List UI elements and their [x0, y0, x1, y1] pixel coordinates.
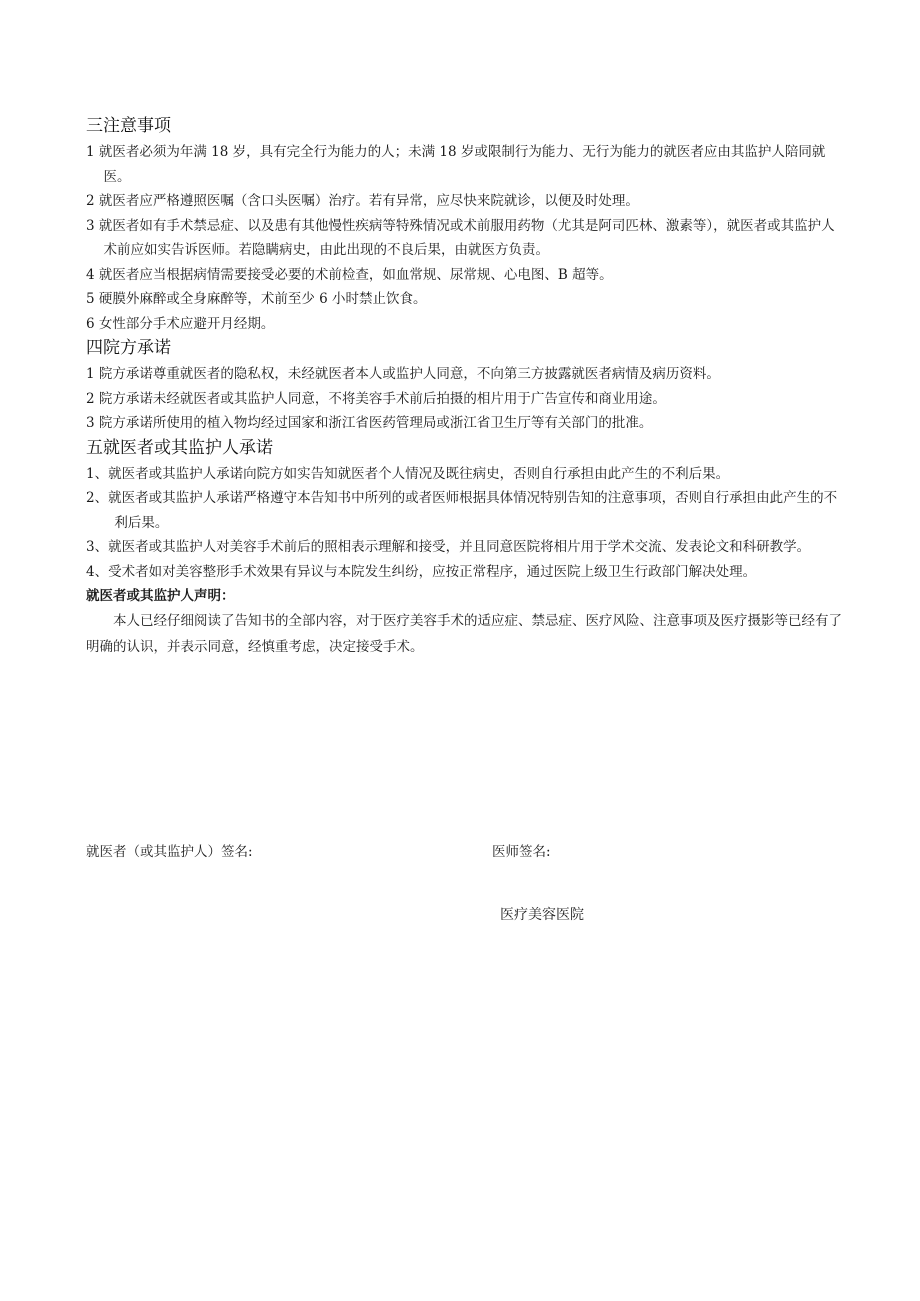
patient-promise-item-1: 1、就医者或其监护人承诺向院方如实告知就医者个人情况及既往病史，否则自行承担由此产生的不利后果。	[86, 465, 730, 482]
patient-signature-label: 就医者（或其监护人）签名:	[86, 844, 253, 860]
notes-item-2: 2 就医者应严格遵照医嘱（含口头医嘱）治疗。若有异常，应尽快来院就诊，以便及时处理。	[86, 193, 639, 209]
notes-item-4: 4 就医者应当根据病情需要接受必要的术前检查，如血常规、尿常规、心电图、B 超等。	[86, 266, 613, 283]
notes-item-5: 5 硬膜外麻醉或全身麻醉等，术前至少 6 小时禁止饮食。	[86, 291, 427, 307]
notes-item-6: 6 女性部分手术应避开月经期。	[86, 315, 275, 332]
notes-item-1: 1 就医者必须为年满 18 岁，具有完全行为能力的人；未满 18 岁或限制行为能力、无行为能力的就医者应由其监护人陪同就医。	[86, 144, 826, 185]
notes-item-3: 3 就医者如有手术禁忌症、以及患有其他慢性疾病等特殊情况或术前服用药物（尤其是阿司匹林、激素等），就医者或其监护人术前应如实告诉医师。若隐瞒病史，由此出现的不良后果，由就医方负责。	[86, 217, 835, 258]
hospital-promise-item-2: 2 院方承诺未经就医者或其监护人同意，不将美容手术前后拍摄的相片用于广告宣传和商业用途。	[86, 390, 666, 407]
hospital-promise-item-1: 1 院方承诺尊重就医者的隐私权，未经就医者本人或监护人同意，不向第三方披露就医者病情及病历资料。	[86, 366, 720, 382]
declaration-body: 本人已经仔细阅读了告知书的全部内容，对于医疗美容手术的适应症、禁忌症、医疗风险、注意事项及医疗摄影等已经有了明确的认识，并表示同意，经慎重考虑，决定接受手术。	[86, 613, 842, 655]
doctor-signature-label: 医师签名:	[492, 844, 551, 860]
section-title-hospital-promise: 四院方承诺	[86, 338, 171, 358]
patient-promise-item-2: 2、就医者或其监护人承诺严格遵守本告知书中所列的或者医师根据具体情况特别告知的注意事项，否则自行承担由此产生的不利后果。	[86, 490, 838, 531]
consent-form-content	[86, 114, 846, 660]
section-title-patient-promise: 五就医者或其监护人承诺	[86, 437, 273, 458]
patient-promise-item-3: 3、就医者或其监护人对美容手术前后的照相表示理解和接受，并且同意医院将相片用于学术交流、发表论文和科研教学。	[86, 539, 811, 555]
declaration-title: 就医者或其监护人声明：	[86, 588, 235, 604]
section-title-notes: 三注意事项	[86, 116, 171, 136]
hospital-name: 医疗美容医院	[500, 907, 584, 923]
hospital-promise-item-3: 3 院方承诺所使用的植入物均经过国家和浙江省医药管理局或浙江省卫生厅等有关部门的批准。	[86, 415, 653, 431]
patient-promise-item-4: 4、受术者如对美容整形手术效果有异议与本院发生纠纷，应按正常程序，通过医院上级卫生行政部门解决处理。	[86, 563, 757, 580]
